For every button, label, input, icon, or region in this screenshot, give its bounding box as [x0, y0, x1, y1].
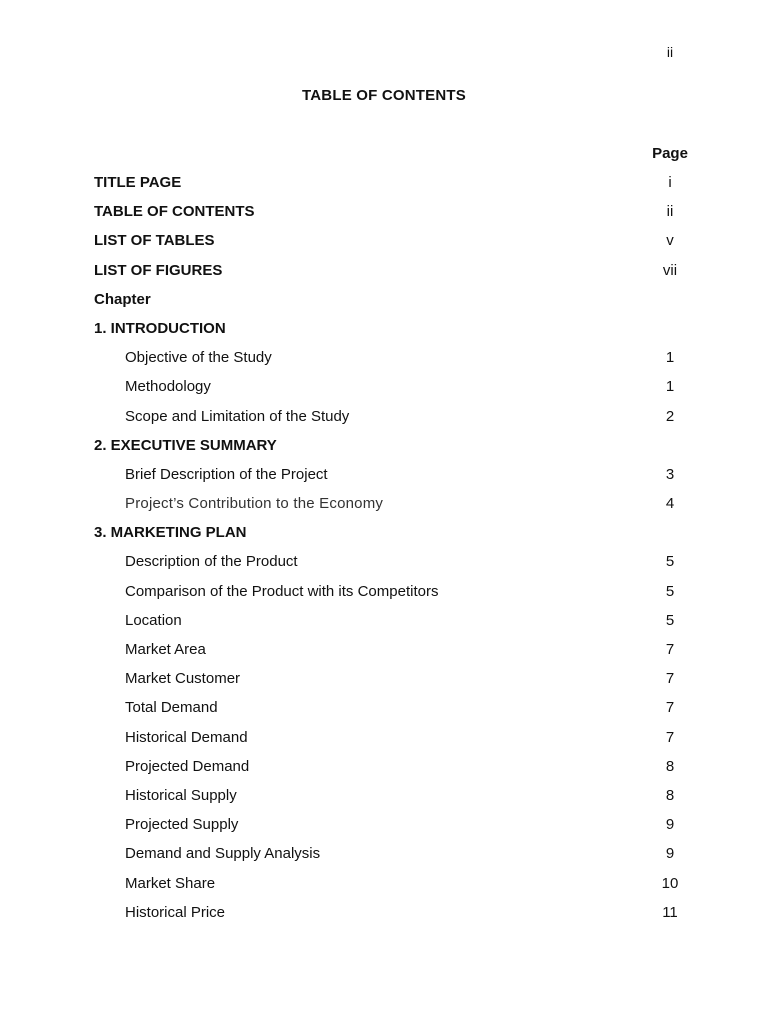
- toc-entry: [94, 781, 734, 810]
- toc-entry: [94, 752, 734, 781]
- toc-entry-page: 9: [665, 816, 675, 834]
- toc-entry-page: 8: [665, 757, 675, 775]
- toc-entry-label: Total Demand: [125, 699, 218, 717]
- toc-entry-label: Projected Demand: [125, 757, 250, 775]
- toc-entry-label: Historical Supply: [125, 786, 237, 804]
- toc-entry: [94, 402, 734, 431]
- toc-entry-page: 1: [665, 378, 675, 396]
- toc-entry-label: Scope and Limitation of the Study: [125, 407, 350, 425]
- toc-entry: [94, 256, 734, 285]
- toc-entry: [94, 693, 734, 722]
- toc-entry-label: Chapter: [94, 290, 151, 308]
- toc-entry: [94, 343, 734, 372]
- toc-entry: [94, 810, 734, 839]
- toc-entry: [94, 664, 734, 693]
- page-title: TABLE OF CONTENTS: [302, 87, 466, 104]
- toc-entry-label: LIST OF TABLES: [94, 232, 215, 250]
- toc-entry: [94, 547, 734, 576]
- toc-entry-page: 5: [665, 582, 675, 600]
- toc-entry: [94, 460, 734, 489]
- toc-entry-label: Description of the Product: [125, 553, 298, 571]
- toc-entry-label: TITLE PAGE: [94, 174, 182, 191]
- toc-entry-page: 11: [662, 903, 678, 921]
- toc-entry-label: Market Area: [125, 641, 206, 658]
- toc-entry-label: Market Customer: [125, 670, 241, 688]
- toc-entry-page: 10: [661, 874, 679, 892]
- toc-entry-page: 5: [665, 553, 675, 571]
- page-number: ii: [666, 44, 674, 60]
- toc-entry: [94, 314, 734, 343]
- toc-entry-page: ii: [666, 203, 674, 221]
- toc-entry: [94, 518, 734, 547]
- toc-entry-page: vii: [662, 261, 678, 279]
- toc-entry-label: Objective of the Study: [125, 349, 272, 367]
- toc-entry-label: Brief Description of the Project: [125, 465, 328, 483]
- toc-entry-label: TABLE OF CONTENTS: [94, 203, 255, 221]
- toc-entry: [94, 606, 734, 635]
- toc-entry: [94, 577, 734, 606]
- toc-entry: [94, 197, 734, 226]
- toc-list: [94, 168, 734, 927]
- toc-entry-page: 7: [665, 670, 675, 688]
- toc-entry-page: 2: [665, 407, 675, 425]
- toc-entry-page: 4: [665, 495, 675, 513]
- toc-entry-label: Project’s Contribution to the Economy: [125, 495, 384, 513]
- toc-entry: [94, 869, 734, 898]
- toc-entry: [94, 839, 734, 868]
- page-column-header: Page: [652, 145, 688, 162]
- toc-entry: [94, 226, 734, 255]
- toc-entry-label: Historical Price: [125, 903, 226, 921]
- toc-entry-page: 9: [665, 845, 675, 863]
- toc-entry-page: 7: [665, 699, 675, 717]
- toc-entry-page: 8: [665, 786, 675, 804]
- toc-entry-label: Historical Demand: [125, 728, 248, 746]
- toc-entry-label: 3. MARKETING PLAN: [94, 524, 247, 542]
- toc-entry: [94, 168, 734, 197]
- toc-entry: [94, 635, 734, 664]
- toc-entry-page: 7: [665, 641, 675, 658]
- toc-entry: [94, 285, 734, 314]
- toc-entry-label: 1. INTRODUCTION: [94, 319, 226, 337]
- toc-entry: [94, 431, 734, 460]
- toc-entry-label: LIST OF FIGURES: [94, 261, 223, 279]
- toc-entry: [94, 723, 734, 752]
- toc-entry: [94, 489, 734, 518]
- toc-entry-label: Comparison of the Product with its Competitors: [125, 582, 439, 600]
- toc-entry-label: Methodology: [125, 378, 211, 396]
- toc-entry: [94, 898, 734, 927]
- toc-entry: [94, 372, 734, 401]
- toc-entry-label: 2. EXECUTIVE SUMMARY: [94, 436, 277, 454]
- toc-entry-page: 5: [665, 611, 675, 629]
- toc-entry-page: 7: [665, 728, 675, 746]
- toc-entry-label: Market Share: [125, 874, 216, 892]
- toc-entry-label: Projected Supply: [125, 816, 239, 834]
- toc-entry-label: Demand and Supply Analysis: [125, 845, 321, 863]
- toc-entry-page: v: [666, 232, 674, 250]
- toc-entry-page: 3: [665, 465, 675, 483]
- toc-entry-label: Location: [125, 611, 182, 629]
- toc-entry-page: i: [668, 174, 672, 191]
- toc-entry-page: 1: [665, 349, 675, 367]
